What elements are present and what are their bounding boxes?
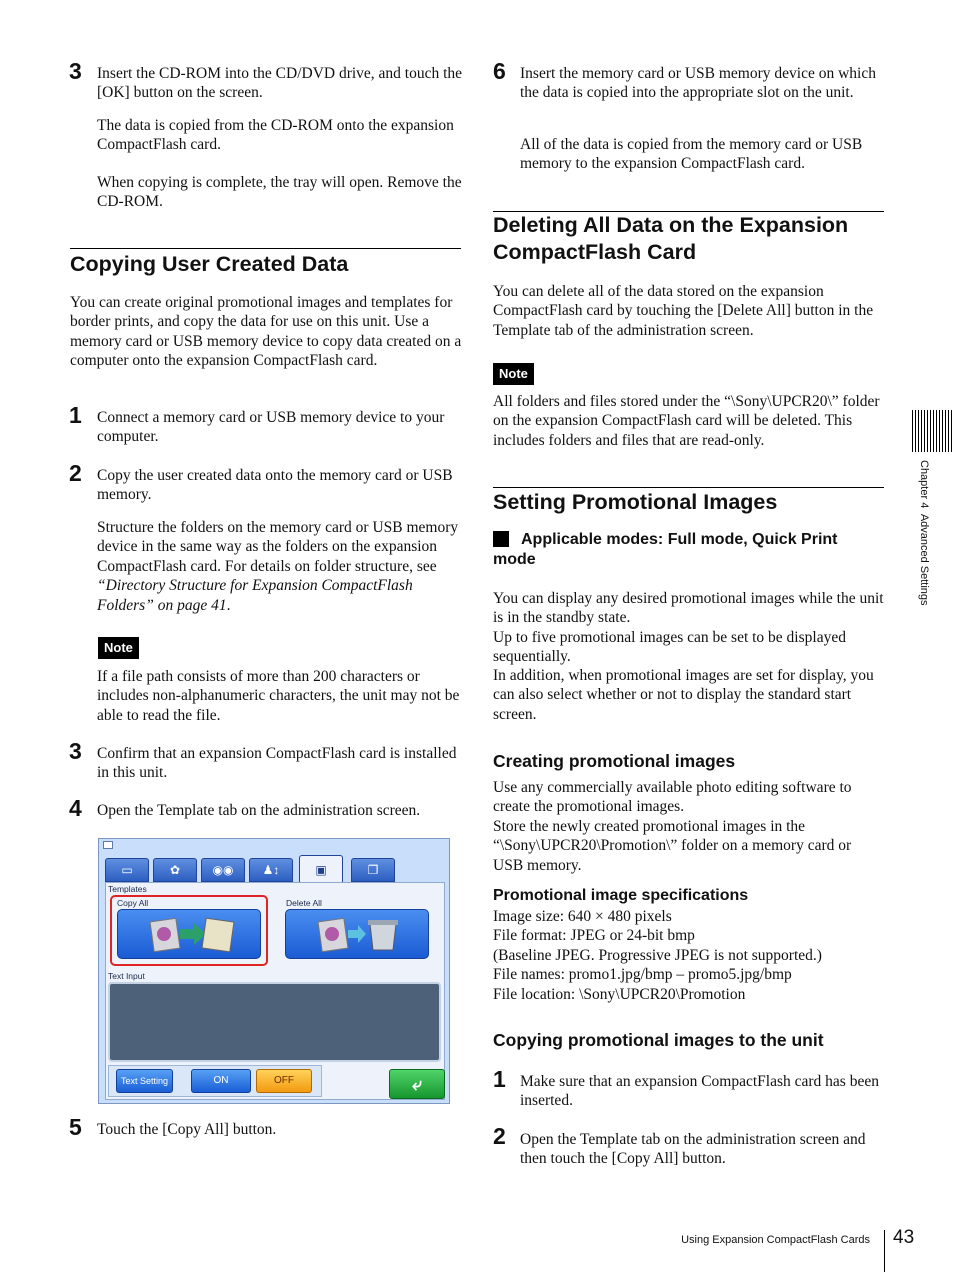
delete-all-label: Delete All	[286, 898, 322, 908]
copy-all-icon	[118, 910, 260, 958]
delete-all-icon	[286, 910, 428, 958]
delete-all-button[interactable]	[285, 909, 429, 959]
step-text: Make sure that an expansion CompactFlash card has been inserted.	[520, 1073, 879, 1110]
copy-all-label: Copy All	[117, 898, 149, 908]
note-label: Note	[493, 363, 534, 385]
on-button[interactable]: ON	[191, 1069, 251, 1093]
step-text: Insert the memory card or USB memory device on which the data is copied into the appropriate slot on the unit.	[520, 65, 876, 102]
tab-image[interactable]	[105, 858, 149, 882]
spec-line: File location: \Sony\UPCR20\Promotion	[493, 985, 746, 1003]
step-text: Touch the [Copy All] button.	[97, 1121, 277, 1138]
step-number: 1	[493, 1066, 506, 1092]
step-paragraph	[97, 518, 463, 615]
text-input-label: Text Input	[108, 971, 145, 981]
paragraph: Use any commercially available photo editing software to create the promotional images.	[493, 779, 852, 816]
step-paragraph: The data is copied from the CD-ROM onto the expansion CompactFlash card.	[97, 117, 454, 154]
language-icon: ◉◉	[212, 863, 234, 877]
step-number: 1	[69, 402, 82, 428]
spec-line: File names: promo1.jpg/bmp – promo5.jpg/bmp	[493, 966, 792, 984]
user-icon: ♟↕	[262, 863, 280, 877]
spec-title: Promotional image specifications	[493, 887, 749, 904]
step-paragraph: All of the data is copied from the memory card or USB memory to the expansion CompactFlash card.	[520, 136, 863, 173]
spec-line: (Baseline JPEG. Progressive JPEG is not supported.)	[493, 946, 822, 964]
footer-divider	[884, 1230, 885, 1272]
paragraph-text: Structure the folders on the memory card or USB memory device in the same way as the folders on the expansion CompactFlash card. For details on folder structure, see	[97, 519, 459, 575]
template-icon: ▣	[315, 862, 327, 877]
image-icon: ▭	[121, 863, 133, 877]
note-text: If a file path consists of more than 200 characters or includes non-alphanumeric characters, the unit may not be able to read the file.	[97, 668, 460, 724]
applicable-modes: Applicable modes: Full mode, Quick Print mode	[493, 531, 838, 568]
tab-settings[interactable]	[153, 858, 197, 882]
footer-title: Using Expansion CompactFlash Cards	[681, 1234, 870, 1246]
step-number: 3	[69, 58, 82, 84]
section-title: Deleting All Data on the Expansion CompactFlash Card	[493, 213, 849, 264]
templates-label: Templates	[108, 884, 147, 894]
tab-users[interactable]	[249, 858, 293, 882]
spec-list	[493, 907, 885, 1004]
step-number: 2	[69, 460, 82, 486]
copy-icon: ❐	[367, 863, 379, 877]
copy-all-button[interactable]	[117, 909, 261, 959]
section-text: You can delete all of the data stored on the expansion CompactFlash card by touching the [Delete All] button in the Template tab of the administration screen.	[493, 283, 874, 339]
paragraph: Store the newly created promotional images in the “\Sony\UPCR20\Promotion\” folder on a memory card or USB memory.	[493, 818, 852, 874]
paragraph: Up to five promotional images can be set to be displayed sequentially.	[493, 629, 846, 666]
tab-copy[interactable]	[351, 858, 395, 882]
note-text: All folders and files stored under the “\Sony\UPCR20\” folder on the expansion CompactFlash card will be deleted. This includes folders and files that are read-only.	[493, 393, 880, 449]
spec-line: File format: JPEG or 24-bit bmp	[493, 927, 695, 945]
section-title: Copying User Created Data	[70, 252, 349, 276]
text-input-area[interactable]	[108, 982, 441, 1062]
section-title: Setting Promotional Images	[493, 490, 778, 514]
step-text: Insert the CD-ROM into the CD/DVD drive, and touch the [OK] button on the screen.	[97, 65, 463, 102]
paragraph: You can display any desired promotional images while the unit is in the standby state.	[493, 590, 884, 627]
note-label: Note	[98, 637, 139, 659]
subsection-title: Creating promotional images	[493, 751, 736, 771]
step-number: 2	[493, 1123, 506, 1149]
step-number: 5	[69, 1114, 82, 1140]
window-icon	[103, 841, 113, 849]
paragraph-text: .	[226, 596, 231, 614]
section-rule	[493, 487, 884, 488]
template-panel	[105, 882, 445, 1100]
spec-line: Image size: 640 × 480 pixels	[493, 908, 672, 925]
off-button[interactable]: OFF	[256, 1069, 312, 1093]
text-setting-button[interactable]: Text Setting	[116, 1069, 173, 1093]
tab-template[interactable]	[299, 855, 343, 883]
step-text: Copy the user created data onto the memory card or USB memory.	[97, 467, 453, 504]
section-rule	[70, 248, 461, 249]
admin-screen-screenshot	[98, 838, 450, 1104]
step-number: 6	[493, 58, 506, 84]
step-text: Confirm that an expansion CompactFlash card is installed in this unit.	[97, 745, 457, 782]
page-number: 43	[893, 1227, 915, 1248]
enter-button[interactable]: ⤶	[389, 1069, 445, 1099]
gear-icon: ✿	[169, 863, 181, 877]
paragraph: In addition, when promotional images are set for display, you can also select whether or not to display the standard start screen.	[493, 667, 874, 723]
step-text: Connect a memory card or USB memory device to your computer.	[97, 409, 445, 446]
section-intro: You can create original promotional images and templates for border prints, and copy the data for use on this unit. Use a memory card or USB memory device to copy data created on a computer onto the expansion CompactFlash card.	[70, 294, 462, 370]
step-text: Open the Template tab on the administration screen.	[97, 802, 421, 819]
tab-language[interactable]	[201, 858, 245, 882]
subsection-title: Copying promotional images to the unit	[493, 1030, 824, 1050]
step-text: Open the Template tab on the administration screen and then touch the [Copy All] button.	[520, 1131, 866, 1168]
chapter-tab-marker	[912, 410, 954, 452]
step-paragraph: When copying is complete, the tray will open. Remove the CD-ROM.	[97, 174, 462, 211]
step-number: 4	[69, 795, 82, 821]
cross-reference-link[interactable]: “Directory Structure for Expansion CompactFlash Folders” on page 41	[97, 577, 413, 614]
chapter-side-label: Chapter 4 Advanced Settings	[918, 460, 930, 606]
step-number: 3	[69, 738, 82, 764]
